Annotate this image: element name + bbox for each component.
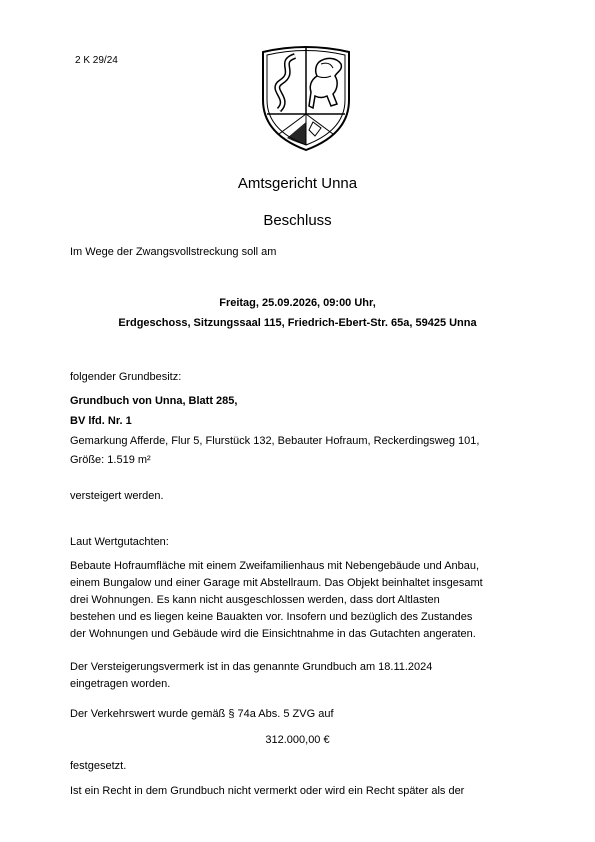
appraisal-intro: Laut Wertgutachten: (70, 536, 169, 548)
court-name: Amtsgericht Unna (237, 175, 358, 192)
auction-location: Erdgeschoss, Sitzungssaal 115, Friedrich-Ebert-Str. 65a, 59425 Unna (118, 317, 477, 329)
description-line: Bebaute Hofraumfläche mit einem Zweifamilienhaus mit Nebengebäude und Anbau, (70, 560, 480, 572)
case-number: 2 K 29/24 (75, 55, 118, 66)
description-line: drei Wohnungen. Es kann nicht ausgeschlossen werden, dass dort Altlasten (70, 594, 440, 606)
last-line: Ist ein Recht in dem Grundbuch nicht vermerkt oder wird ein Recht später als der (70, 785, 465, 797)
description-line: einem Bungalow und einer Garage mit Abstellraum. Das Objekt beinhaltet insgesamt (70, 577, 483, 589)
value-outro: festgesetzt. (70, 760, 127, 772)
value-amount: 312.000,00 € (265, 734, 330, 746)
description-line: bestehen und es liegen keine Bauakten vor. Insofern und bezüglich des Zustandes (70, 611, 473, 623)
description-line: der Wohnungen und Gebäude wird die Einsichtnahme in das Gutachten angeraten. (70, 628, 476, 640)
description-paragraph (70, 558, 540, 643)
registration-line: eingetragen worden. (70, 678, 171, 690)
nrw-coat-of-arms-icon (257, 42, 355, 152)
registration-line: Der Versteigerungsvermerk ist in das genannte Grundbuch am 18.11.2024 (70, 661, 433, 673)
register-line: Grundbuch von Unna, Blatt 285, (70, 395, 238, 407)
registration-paragraph (70, 659, 540, 693)
property-intro: folgender Grundbesitz: (70, 371, 182, 383)
bv-line: BV lfd. Nr. 1 (70, 415, 132, 427)
parcel-line: Gemarkung Afferde, Flur 5, Flurstück 132, Bebauter Hofraum, Reckerdingsweg 101, (70, 435, 480, 447)
auction-line: versteigert werden. (70, 490, 164, 502)
value-intro: Der Verkehrswert wurde gemäß § 74a Abs. 5 ZVG auf (70, 708, 334, 720)
size-line: Größe: 1.519 m² (70, 454, 151, 466)
document-title: Beschluss (263, 212, 332, 229)
auction-date: Freitag, 25.09.2026, 09:00 Uhr, (219, 297, 376, 309)
intro-text: Im Wege der Zwangsvollstreckung soll am (70, 246, 277, 258)
